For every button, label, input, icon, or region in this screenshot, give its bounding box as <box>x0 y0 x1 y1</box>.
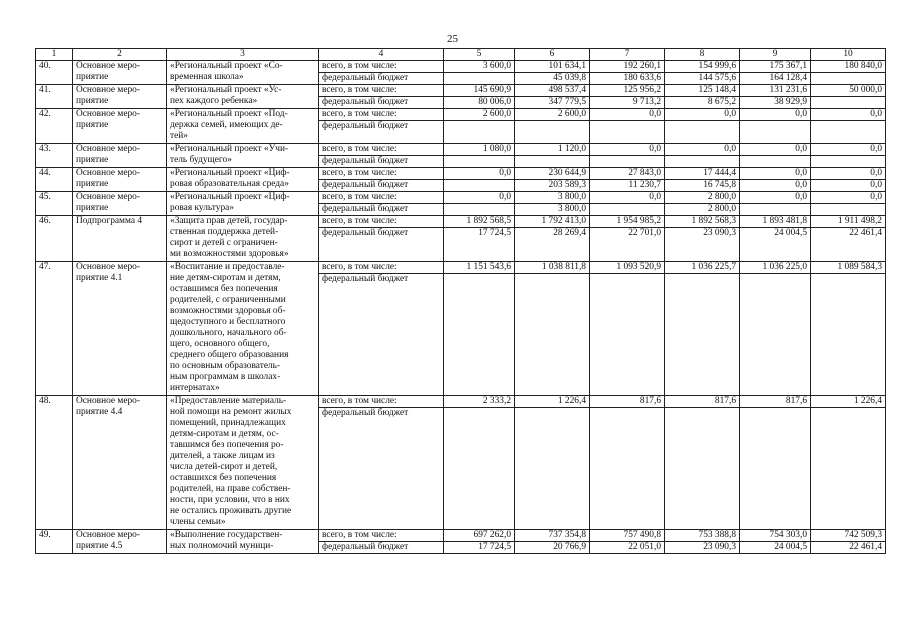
row-description-line: дителей, а также лицам из <box>170 451 275 461</box>
row-description-line: ми возможностями здоровья» <box>170 249 289 259</box>
federal-value: 17 724,5 <box>444 228 515 262</box>
total-value: 1 226,4 <box>515 396 590 408</box>
federal-value <box>590 156 665 168</box>
federal-value: 16 745,8 <box>665 180 740 192</box>
total-value: 0,0 <box>590 144 665 156</box>
row-description <box>167 61 319 85</box>
total-value: 0,0 <box>665 144 740 156</box>
total-value: 0,0 <box>740 144 811 156</box>
row-description-line: ровая образовательная среда» <box>170 179 289 189</box>
table-row <box>36 262 886 274</box>
federal-value: 0,0 <box>811 180 886 192</box>
row-kind-line: Основное меро- <box>76 396 140 406</box>
total-value: 1 036 225,0 <box>740 262 811 274</box>
total-value: 0,0 <box>590 192 665 204</box>
federal-value <box>515 408 590 530</box>
federal-value <box>740 408 811 530</box>
federal-value: 180 633,6 <box>590 73 665 85</box>
column-number-row <box>36 49 886 61</box>
federal-label: федеральный бюджет <box>319 274 444 396</box>
total-value: 131 231,6 <box>740 85 811 97</box>
total-value: 817,6 <box>665 396 740 408</box>
table-row <box>36 109 886 121</box>
row-kind <box>73 61 167 85</box>
total-value: 50 000,0 <box>811 85 886 97</box>
row-number: 44. <box>36 168 73 192</box>
table-row <box>36 216 886 228</box>
federal-value: 9 713,2 <box>590 97 665 109</box>
total-value: 1 093 520,9 <box>590 262 665 274</box>
row-kind-line: приятие <box>76 155 109 165</box>
row-description-line: «Региональный проект «Учи- <box>170 144 289 154</box>
row-description-line: пех каждого ребенка» <box>170 96 258 106</box>
total-value: 0,0 <box>740 192 811 204</box>
total-value: 1 892 568,5 <box>444 216 515 228</box>
row-description-line: тей» <box>170 131 188 141</box>
row-description <box>167 85 319 109</box>
row-description <box>167 192 319 216</box>
total-value: 757 490,8 <box>590 530 665 542</box>
row-number: 42. <box>36 109 73 144</box>
row-description-line: не остались проживать другие <box>170 506 292 516</box>
total-value: 753 388,8 <box>665 530 740 542</box>
row-kind-line: Основное меро- <box>76 85 140 95</box>
row-kind-line: Основное меро- <box>76 168 140 178</box>
federal-value: 144 575,6 <box>665 73 740 85</box>
federal-value: 80 006,0 <box>444 97 515 109</box>
row-description-line: помещений, принадлежащих <box>170 418 286 428</box>
total-value: 817,6 <box>590 396 665 408</box>
row-description-line: интернатах» <box>170 383 220 393</box>
row-kind <box>73 396 167 530</box>
total-value: 27 843,0 <box>590 168 665 180</box>
row-description <box>167 530 319 554</box>
federal-value: 38 929,9 <box>740 97 811 109</box>
row-description-line: тель будущего» <box>170 155 232 165</box>
row-kind <box>73 216 167 262</box>
federal-value: 17 724,5 <box>444 542 515 554</box>
total-value: 742 509,3 <box>811 530 886 542</box>
row-kind-line: Подпрограмма 4 <box>76 216 143 226</box>
federal-value <box>811 408 886 530</box>
total-value: 1 954 985,2 <box>590 216 665 228</box>
row-kind-line: приятие <box>76 120 109 130</box>
federal-value: 11 230,7 <box>590 180 665 192</box>
total-value: 1 080,0 <box>444 144 515 156</box>
row-kind <box>73 109 167 144</box>
row-kind <box>73 530 167 554</box>
row-description-line: сирот и детей с ограничен- <box>170 238 278 248</box>
row-description <box>167 109 319 144</box>
row-kind-line: Основное меро- <box>76 262 140 272</box>
total-value: 17 444,4 <box>665 168 740 180</box>
column-number: 7 <box>590 49 665 61</box>
federal-value: 8 675,2 <box>665 97 740 109</box>
federal-value: 20 766,9 <box>515 542 590 554</box>
federal-value <box>444 73 515 85</box>
total-label: всего, в том числе: <box>319 85 444 97</box>
total-value: 175 367,1 <box>740 61 811 73</box>
federal-value <box>740 204 811 216</box>
total-value: 2 333,2 <box>444 396 515 408</box>
federal-value <box>444 180 515 192</box>
row-description-line: дошкольного, начального об- <box>170 328 287 338</box>
total-value: 1 892 568,3 <box>665 216 740 228</box>
total-value: 0,0 <box>665 109 740 121</box>
row-description-line: щедоступного и бесплатного <box>170 317 286 327</box>
federal-value <box>515 274 590 396</box>
total-value: 125 148,4 <box>665 85 740 97</box>
row-description-line: ным программам в школах- <box>170 372 281 382</box>
federal-value <box>515 121 590 144</box>
federal-label: федеральный бюджет <box>319 228 444 262</box>
total-value: 192 260,1 <box>590 61 665 73</box>
total-value: 145 690,9 <box>444 85 515 97</box>
row-description-line: родителей, на праве собствен- <box>170 484 291 494</box>
total-value: 697 262,0 <box>444 530 515 542</box>
federal-label: федеральный бюджет <box>319 180 444 192</box>
row-description-line: по основным образователь- <box>170 361 281 371</box>
row-number: 45. <box>36 192 73 216</box>
total-value: 1 893 481,8 <box>740 216 811 228</box>
total-value: 1 226,4 <box>811 396 886 408</box>
total-label: всего, в том числе: <box>319 109 444 121</box>
row-kind-line: Основное меро- <box>76 530 140 540</box>
row-kind-line: Основное меро- <box>76 61 140 71</box>
total-value: 1 089 584,3 <box>811 262 886 274</box>
total-label: всего, в том числе: <box>319 168 444 180</box>
federal-value <box>665 156 740 168</box>
federal-value <box>590 204 665 216</box>
column-number: 2 <box>73 49 167 61</box>
page-number: 25 <box>447 33 458 45</box>
federal-label: федеральный бюджет <box>319 121 444 144</box>
federal-value: 23 090,3 <box>665 542 740 554</box>
federal-value <box>740 121 811 144</box>
table-row <box>36 144 886 156</box>
federal-value <box>740 156 811 168</box>
row-kind-line: Основное меро- <box>76 109 140 119</box>
federal-value: 24 004,5 <box>740 542 811 554</box>
total-value: 1 792 413,0 <box>515 216 590 228</box>
row-description-line: детям-сиротам и детям, ос- <box>170 429 279 439</box>
total-value: 1 120,0 <box>515 144 590 156</box>
total-value: 0,0 <box>811 109 886 121</box>
row-number: 46. <box>36 216 73 262</box>
row-number: 41. <box>36 85 73 109</box>
federal-value <box>665 121 740 144</box>
total-value: 3 600,0 <box>444 61 515 73</box>
federal-value: 164 128,4 <box>740 73 811 85</box>
total-value: 0,0 <box>811 144 886 156</box>
federal-value: 2 800,0 <box>665 204 740 216</box>
federal-label: федеральный бюджет <box>319 97 444 109</box>
federal-value: 3 800,0 <box>515 204 590 216</box>
federal-value: 0,0 <box>740 180 811 192</box>
row-description-line: временная школа» <box>170 72 244 82</box>
row-kind-line: Основное меро- <box>76 192 140 202</box>
row-kind-line: Основное меро- <box>76 144 140 154</box>
row-kind-line: приятие <box>76 179 109 189</box>
row-description-line: ных полномочий муници- <box>170 541 274 551</box>
row-description-line: родителей, с ограниченными <box>170 295 286 305</box>
row-description-line: «Воспитание и предоставле- <box>170 262 285 272</box>
row-description-line: ровая культура» <box>170 203 234 213</box>
total-value: 154 999,6 <box>665 61 740 73</box>
row-description-line: тавшимся без попечения ро- <box>170 440 284 450</box>
table-row <box>36 168 886 180</box>
row-description-line: оставшихся без попечения <box>170 473 277 483</box>
federal-value <box>515 156 590 168</box>
table-row <box>36 192 886 204</box>
total-value: 498 537,4 <box>515 85 590 97</box>
row-kind <box>73 144 167 168</box>
row-kind <box>73 85 167 109</box>
row-description <box>167 396 319 530</box>
table-row <box>36 61 886 73</box>
total-value: 101 634,1 <box>515 61 590 73</box>
row-number: 47. <box>36 262 73 396</box>
total-value: 754 303,0 <box>740 530 811 542</box>
row-kind <box>73 262 167 396</box>
row-description <box>167 168 319 192</box>
row-kind-line: приятие <box>76 203 109 213</box>
total-value: 0,0 <box>740 168 811 180</box>
total-value: 125 956,2 <box>590 85 665 97</box>
table-row <box>36 530 886 542</box>
total-value: 1 151 543,6 <box>444 262 515 274</box>
row-kind-line: приятие 4.4 <box>76 407 123 417</box>
row-description-line: оставшимся без попечения <box>170 284 278 294</box>
column-number: 1 <box>36 49 73 61</box>
row-description-line: числа детей-сирот и детей, <box>170 462 278 472</box>
federal-value <box>590 408 665 530</box>
federal-value: 22 701,0 <box>590 228 665 262</box>
total-label: всего, в том числе: <box>319 262 444 274</box>
federal-value: 24 004,5 <box>740 228 811 262</box>
row-description-line: «Защита прав детей, государ- <box>170 216 288 226</box>
row-description-line: «Предоставление материаль- <box>170 396 287 406</box>
row-description-line: держка семей, имеющих де- <box>170 120 283 130</box>
row-description-line: «Региональный проект «Циф- <box>170 168 290 178</box>
total-value: 0,0 <box>590 109 665 121</box>
row-description-line: члены семьи» <box>170 517 226 527</box>
total-value: 230 644,9 <box>515 168 590 180</box>
total-value: 0,0 <box>444 192 515 204</box>
total-value: 817,6 <box>740 396 811 408</box>
column-number: 6 <box>515 49 590 61</box>
row-number: 43. <box>36 144 73 168</box>
row-description-line: щего, основного общего, <box>170 339 270 349</box>
total-value: 2 600,0 <box>515 109 590 121</box>
row-description-line: ности, при условии, что в них <box>170 495 290 505</box>
federal-value: 347 779,5 <box>515 97 590 109</box>
federal-label: федеральный бюджет <box>319 156 444 168</box>
column-number: 8 <box>665 49 740 61</box>
row-description <box>167 262 319 396</box>
row-description-line: среднего общего образования <box>170 350 289 360</box>
federal-label: федеральный бюджет <box>319 408 444 530</box>
federal-label: федеральный бюджет <box>319 542 444 554</box>
federal-value: 28 269,4 <box>515 228 590 262</box>
federal-value <box>811 156 886 168</box>
federal-value <box>444 274 515 396</box>
federal-value <box>444 204 515 216</box>
total-label: всего, в том числе: <box>319 61 444 73</box>
federal-value <box>665 408 740 530</box>
total-value: 1 038 811,8 <box>515 262 590 274</box>
federal-value: 22 051,0 <box>590 542 665 554</box>
total-value: 0,0 <box>811 192 886 204</box>
federal-value <box>811 73 886 85</box>
column-number: 9 <box>740 49 811 61</box>
total-value: 0,0 <box>444 168 515 180</box>
total-value: 180 840,0 <box>811 61 886 73</box>
total-value: 737 354,8 <box>515 530 590 542</box>
row-description <box>167 144 319 168</box>
federal-value <box>444 408 515 530</box>
row-description <box>167 216 319 262</box>
federal-label: федеральный бюджет <box>319 204 444 216</box>
row-kind-line: приятие <box>76 96 109 106</box>
total-value: 0,0 <box>811 168 886 180</box>
federal-value: 22 461,4 <box>811 228 886 262</box>
federal-value <box>590 274 665 396</box>
row-description-line: «Региональный проект «Под- <box>170 109 288 119</box>
row-description-line: «Региональный проект «Циф- <box>170 192 290 202</box>
column-number: 5 <box>444 49 515 61</box>
total-label: всего, в том числе: <box>319 216 444 228</box>
federal-value <box>811 121 886 144</box>
total-value: 2 600,0 <box>444 109 515 121</box>
total-label: всего, в том числе: <box>319 144 444 156</box>
federal-value <box>444 121 515 144</box>
total-value: 2 800,0 <box>665 192 740 204</box>
total-value: 1 911 498,2 <box>811 216 886 228</box>
federal-value <box>665 274 740 396</box>
row-kind <box>73 192 167 216</box>
row-number: 48. <box>36 396 73 530</box>
row-description-line: ной помощи на ремонт жилых <box>170 407 292 417</box>
total-label: всего, в том числе: <box>319 192 444 204</box>
row-description-line: «Региональный проект «Со- <box>170 61 283 71</box>
federal-value <box>444 156 515 168</box>
federal-value <box>811 97 886 109</box>
federal-value: 203 589,3 <box>515 180 590 192</box>
row-description-line: ственная поддержка детей- <box>170 227 279 237</box>
federal-value: 23 090,3 <box>665 228 740 262</box>
row-number: 40. <box>36 61 73 85</box>
table-row <box>36 396 886 408</box>
total-value: 0,0 <box>740 109 811 121</box>
row-kind-line: приятие <box>76 72 109 82</box>
total-label: всего, в том числе: <box>319 396 444 408</box>
total-label: всего, в том числе: <box>319 530 444 542</box>
federal-value: 22 461,4 <box>811 542 886 554</box>
table-row <box>36 85 886 97</box>
federal-value: 45 039,8 <box>515 73 590 85</box>
column-number: 4 <box>319 49 444 61</box>
federal-value <box>740 274 811 396</box>
row-kind-line: приятие 4.5 <box>76 541 123 551</box>
federal-label: федеральный бюджет <box>319 73 444 85</box>
column-number: 10 <box>811 49 886 61</box>
budget-table <box>35 48 886 554</box>
total-value: 3 800,0 <box>515 192 590 204</box>
federal-value <box>590 121 665 144</box>
row-kind-line: приятие 4.1 <box>76 273 123 283</box>
row-description-line: возможностями здоровья об- <box>170 306 286 316</box>
row-number: 49. <box>36 530 73 554</box>
row-kind <box>73 168 167 192</box>
row-description-line: ние детям-сиротам и детям, <box>170 273 281 283</box>
row-description-line: «Выполнение государствен- <box>170 530 283 540</box>
total-value: 1 036 225,7 <box>665 262 740 274</box>
row-description-line: «Региональный проект «Ус- <box>170 85 282 95</box>
federal-value <box>811 204 886 216</box>
column-number: 3 <box>167 49 319 61</box>
federal-value <box>811 274 886 396</box>
